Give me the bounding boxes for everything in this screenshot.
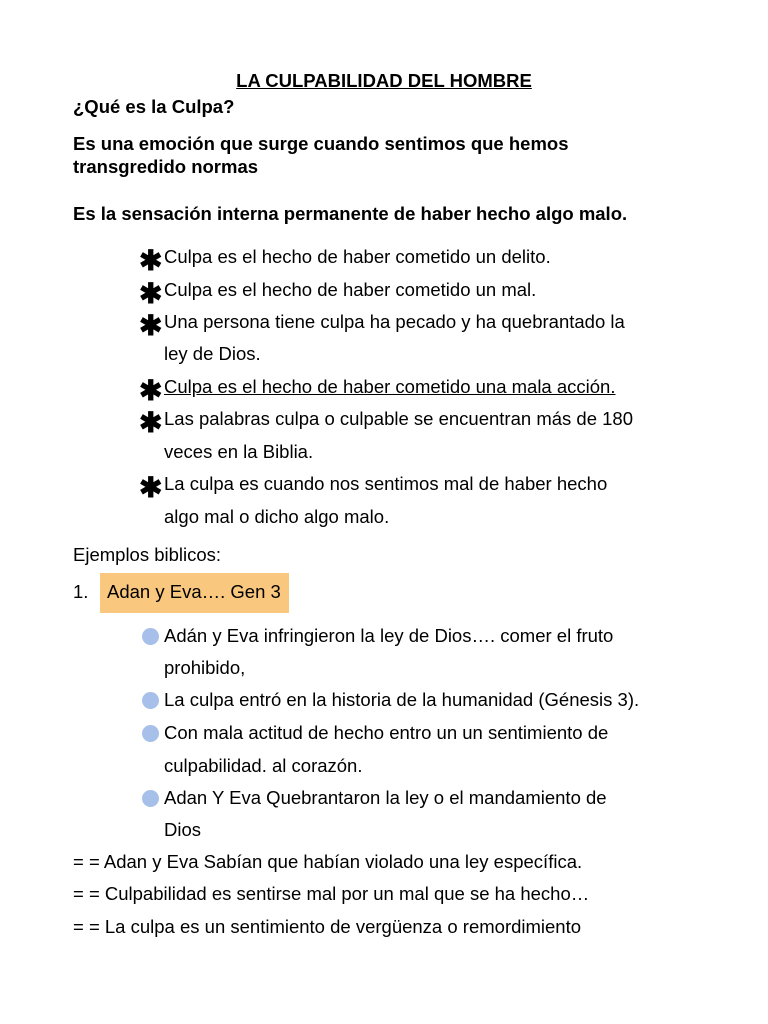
asterisk-icon: ✱	[139, 278, 163, 309]
star-item-text-continuation: algo mal o dicho algo malo.	[164, 506, 390, 527]
star-item-text: Las palabras culpa o culpable se encuentran más de 180	[164, 408, 633, 429]
dot-item-text-continuation: Dios	[164, 819, 202, 840]
dot-item-text: Adan Y Eva Quebrantaron la ley o el mandamiento de	[164, 787, 607, 808]
dot-item-text: La culpa entró en la historia de la humanidad (Génesis 3).	[164, 689, 640, 710]
list-number: 1.	[73, 581, 89, 602]
dot-item-text: Adán y Eva infringieron la ley de Dios…. comer el fruto	[164, 625, 614, 646]
asterisk-icon: ✱	[139, 407, 163, 438]
highlighted-example: Adan y Eva…. Gen 3	[100, 573, 289, 613]
circle-bullet-icon	[142, 692, 159, 709]
star-item-text: Una persona tiene culpa ha pecado y ha quebrantado la	[164, 311, 625, 332]
circle-bullet-icon	[142, 790, 159, 807]
star-item-text: La culpa es cuando nos sentimos mal de haber hecho	[164, 473, 608, 494]
definition-line-2: transgredido normas	[73, 156, 259, 177]
equals-line: = = La culpa es un sentimiento de vergüenza o remordimiento	[73, 916, 582, 937]
star-item-text: Culpa es el hecho de haber cometido una mala acción.	[164, 376, 616, 397]
definition-line-1: Es una emoción que surge cuando sentimos que hemos	[73, 133, 569, 154]
sensation-statement: Es la sensación interna permanente de haber hecho algo malo.	[73, 203, 628, 224]
asterisk-icon: ✱	[139, 245, 163, 276]
dot-item-text-continuation: culpabilidad. al corazón.	[164, 755, 363, 776]
asterisk-icon: ✱	[139, 375, 163, 406]
dot-item-text-continuation: prohibido,	[164, 657, 246, 678]
equals-line: = = Adan y Eva Sabían que habían violado una ley específica.	[73, 851, 583, 872]
dot-item-text: Con mala actitud de hecho entro un un sentimiento de	[164, 722, 609, 743]
page-title: LA CULPABILIDAD DEL HOMBRE	[236, 70, 532, 91]
star-item-text: Culpa es el hecho de haber cometido un delito.	[164, 246, 551, 267]
circle-bullet-icon	[142, 725, 159, 742]
examples-heading: Ejemplos biblicos:	[73, 544, 222, 565]
equals-line: = = Culpabilidad es sentirse mal por un mal que se ha hecho…	[73, 883, 590, 904]
star-item-text: Culpa es el hecho de haber cometido un mal.	[164, 279, 537, 300]
circle-bullet-icon	[142, 628, 159, 645]
asterisk-icon: ✱	[139, 472, 163, 503]
asterisk-icon: ✱	[139, 310, 163, 341]
star-item-text-continuation: veces en la Biblia.	[164, 441, 314, 462]
star-item-text-continuation: ley de Dios.	[164, 343, 261, 364]
question-heading: ¿Qué es la Culpa?	[73, 96, 235, 117]
